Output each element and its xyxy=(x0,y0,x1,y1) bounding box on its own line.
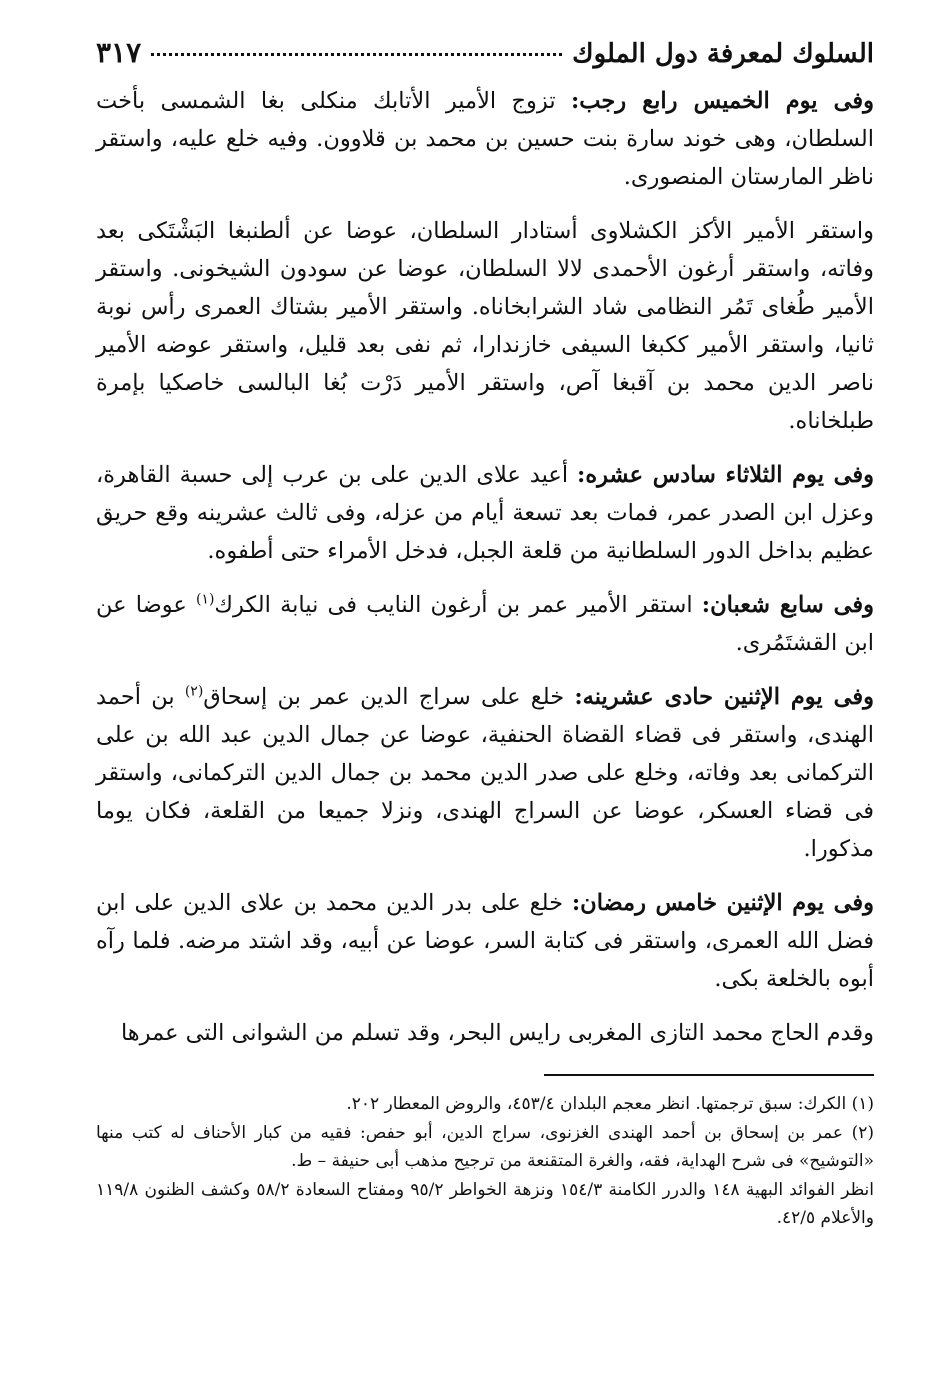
running-title: السلوك لمعرفة دول الملوك xyxy=(572,39,874,69)
paragraph-7 xyxy=(96,1014,874,1052)
footnote-1: (١) الكرك: سبق ترجمتها. انظر معجم البلدان ٤٥٣/٤، والروض المعطار ٢٠٢. xyxy=(346,1094,874,1114)
paragraph-3 xyxy=(96,456,874,570)
footnotes xyxy=(96,1090,874,1233)
paragraph-lead: وفى يوم الإثنين حادى عشرينه: xyxy=(574,684,874,710)
footnote-ref-2[interactable]: (٢) xyxy=(184,683,204,700)
paragraph-body-cont: بن أحمد الهندى، واستقر فى قضاء القضاة الحنفية، عوضا عن جمال الدين عبد الله بن على التركمانى بعد وفاته، وخلع على صدر الدين محمد بن جمال الدين التركمانى، واستقر فى قضاء العسكر، عوضا عن السراج الهندى، ونزلا جميعا من القلعة، فكان يوما مذكورا. xyxy=(96,684,874,862)
footnote-ref-1[interactable]: (١) xyxy=(195,591,215,608)
paragraph-body: واستقر الأمير الأكز الكشلاوى أستادار السلطان، عوضا عن ألطنبغا البَشْتَكى بعد وفاته، واستقر أرغون الأحمدى لالا السلطان، عوضا عن سودون الشيخونى. واستقر الأمير طُغاى تَمُر النظامى شاد الشرابخاناه. واستقر الأمير بشتاك العمرى رأس نوبة ثانيا، واستقر الأمير ككبغا السيفى خازندارا، ثم نفى بعد قليل، واستقر عوضه الأمير ناصر الدين محمد بن آقبغا آص، واستقر الأمير دَرْت بُغا البالسى خاصكيا بإمرة طبلخاناه. xyxy=(96,218,874,434)
paragraph-lead: وفى يوم الخميس رابع رجب: xyxy=(570,88,874,114)
page-header xyxy=(96,36,874,82)
paragraph-body: استقر الأمير عمر بن أرغون النايب فى نيابة الكرك xyxy=(214,592,702,618)
paragraph-2 xyxy=(96,212,874,440)
paragraph-6 xyxy=(96,884,874,998)
footnote-divider xyxy=(544,1074,874,1076)
paragraph-body: خلع على بدر الدين محمد بن علاى الدين على ابن فضل الله العمرى، واستقر فى كتابة السر، عوضا عن أبيه، وقد اشتد مرضه. فلما رآه أبوه بالخلعة بكى. xyxy=(96,890,874,992)
paragraph-lead: وفى سابع شعبان: xyxy=(701,592,875,618)
paragraph-5 xyxy=(96,678,874,868)
paragraph-lead: وفى يوم الإثنين خامس رمضان: xyxy=(571,890,874,916)
footnote-2-refs: انظر الفوائد البهية ١٤٨ والدرر الكامنة ١٥٤/٣ ونزهة الخواطر ٩٥/٢ ومفتاح السعادة ٥٨/٢ وكشف الظنون ١١٩/٨ والأعلام ٤٢/٥. xyxy=(96,1179,874,1228)
leader-dots xyxy=(151,53,562,56)
paragraph-body: تزوج الأمير الأتابك منكلى بغا الشمسى بأخت السلطان، وهى خوند سارة بنت حسين بن محمد بن قلاوون. وفيه خلع عليه، واستقر ناظر المارستان المنصورى. xyxy=(96,88,874,190)
main-text xyxy=(96,82,874,1052)
paragraph-body: وقدم الحاج محمد التازى المغربى رايس البحر، وقد تسلم من الشوانى التى عمرها xyxy=(120,1020,874,1046)
paragraph-body-cont: عوضا عن ابن القشتَمُرى. xyxy=(96,592,874,656)
paragraph-body: خلع على سراج الدين عمر بن إسحاق xyxy=(203,684,575,710)
paragraph-4 xyxy=(96,586,874,662)
footnote-2: (٢) عمر بن إسحاق بن أحمد الهندى الغزنوى، سراج الدين، أبو حفص: فقيه من كبار الأحناف له كتب منها «التوشيح» فى شرح الهداية، فقه، والغرة المتقنعة من ترجيح مذهب أبى حنيفة – ط. xyxy=(96,1122,874,1171)
paragraph-1 xyxy=(96,82,874,196)
paragraph-body: أعيد علاى الدين على بن عرب إلى حسبة القاهرة، وعزل ابن الصدر عمر، فمات بعد تسعة أيام من عزله، وفى ثالث عشرينه وقع حريق عظيم بداخل الدور السلطانية من قلعة الجبل، فدخل الأمراء حتى أطفوه. xyxy=(96,462,874,564)
page-number: ٣١٧ xyxy=(96,36,142,69)
paragraph-lead: وفى يوم الثلاثاء سادس عشره: xyxy=(577,462,874,488)
